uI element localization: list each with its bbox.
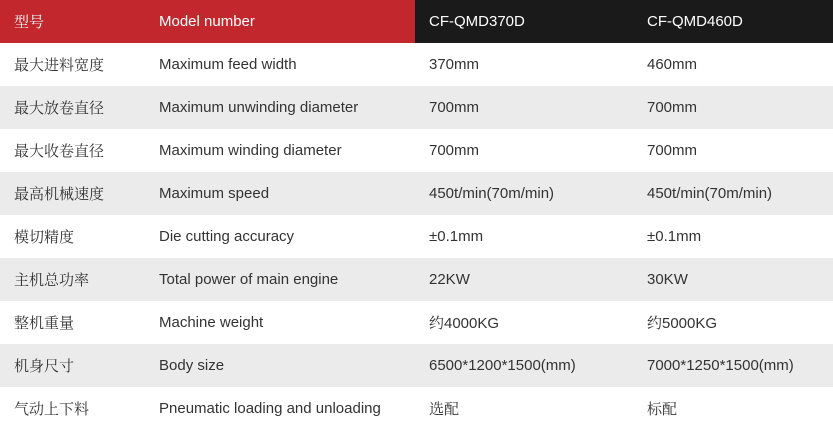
spec-label-en: Pneumatic loading and unloading [145, 387, 415, 430]
spec-label-en: Maximum speed [145, 172, 415, 215]
spec-label-cn: 最大放卷直径 [0, 86, 145, 129]
spec-label-cn: 最高机械速度 [0, 172, 145, 215]
spec-value-460d: 700mm [633, 86, 833, 129]
table-row [0, 344, 833, 387]
column-header-model-370d: CF-QMD370D [415, 0, 633, 43]
table-body [0, 43, 833, 430]
spec-label-en: Die cutting accuracy [145, 215, 415, 258]
spec-label-en: Body size [145, 344, 415, 387]
spec-value-370d: 约4000KG [415, 301, 633, 344]
spec-value-370d: 370mm [415, 43, 633, 86]
spec-label-cn: 模切精度 [0, 215, 145, 258]
spec-value-460d: 30KW [633, 258, 833, 301]
spec-value-460d: 700mm [633, 129, 833, 172]
spec-label-en: Maximum winding diameter [145, 129, 415, 172]
table-row [0, 43, 833, 86]
spec-label-cn: 主机总功率 [0, 258, 145, 301]
table-row [0, 172, 833, 215]
spec-value-460d: 450t/min(70m/min) [633, 172, 833, 215]
spec-label-en: Maximum unwinding diameter [145, 86, 415, 129]
spec-value-460d: 约5000KG [633, 301, 833, 344]
spec-value-370d: 6500*1200*1500(mm) [415, 344, 633, 387]
spec-value-370d: 22KW [415, 258, 633, 301]
spec-value-460d: 460mm [633, 43, 833, 86]
spec-label-cn: 机身尺寸 [0, 344, 145, 387]
spec-value-460d: 7000*1250*1500(mm) [633, 344, 833, 387]
table-row [0, 387, 833, 430]
table-row [0, 301, 833, 344]
spec-label-en: Total power of main engine [145, 258, 415, 301]
table-row [0, 258, 833, 301]
spec-value-370d: 700mm [415, 86, 633, 129]
spec-value-370d: 选配 [415, 387, 633, 430]
spec-value-460d: 标配 [633, 387, 833, 430]
spec-label-cn: 最大收卷直径 [0, 129, 145, 172]
table-header-row [0, 0, 833, 43]
column-header-model-en: Model number [145, 0, 415, 43]
table-row [0, 215, 833, 258]
table-row [0, 86, 833, 129]
spec-label-en: Maximum feed width [145, 43, 415, 86]
spec-label-cn: 整机重量 [0, 301, 145, 344]
column-header-model-460d: CF-QMD460D [633, 0, 833, 43]
table-header [0, 0, 833, 43]
spec-label-en: Machine weight [145, 301, 415, 344]
spec-label-cn: 气动上下料 [0, 387, 145, 430]
spec-value-370d: 700mm [415, 129, 633, 172]
spec-label-cn: 最大进料宽度 [0, 43, 145, 86]
spec-value-370d: 450t/min(70m/min) [415, 172, 633, 215]
column-header-model-cn: 型号 [0, 0, 145, 43]
spec-value-460d: ±0.1mm [633, 215, 833, 258]
spec-value-370d: ±0.1mm [415, 215, 633, 258]
table-row [0, 129, 833, 172]
